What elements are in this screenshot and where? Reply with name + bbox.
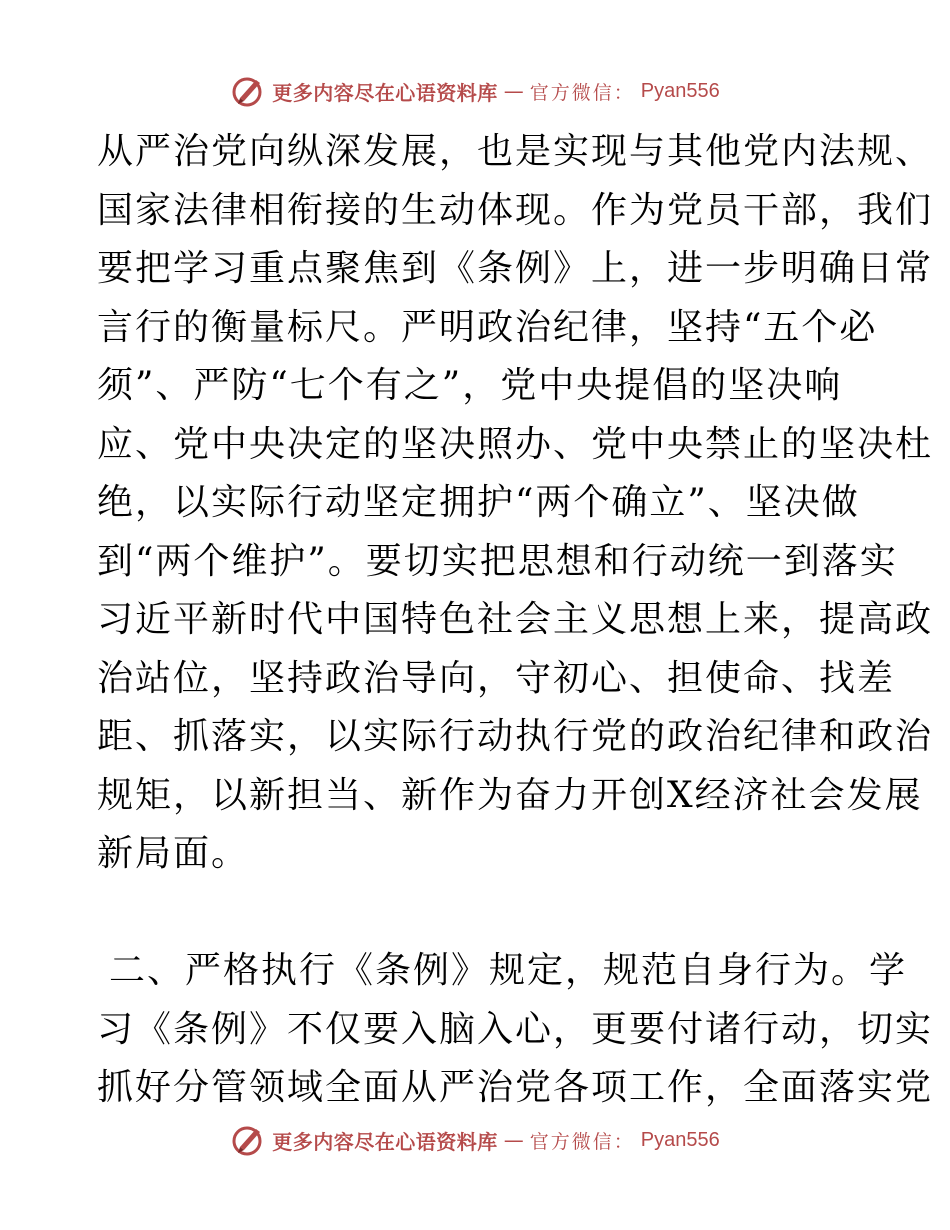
- body-line: 规矩，以新担当、新作为奋力开创X经济社会发展: [97, 774, 923, 816]
- watermark-brand: 更多内容尽在心语资料库: [272, 1129, 498, 1154]
- paragraph-gap: [97, 884, 857, 943]
- pen-logo-icon: [230, 74, 266, 108]
- body-line: 要把学习重点聚焦到《条例》上，进一步明确日常: [97, 248, 934, 289]
- body-line: 习近平新时代中国特色社会主义思想上来，提高政: [97, 599, 934, 640]
- body-line: 应、党中央决定的坚决照办、党中央禁止的坚决杜: [97, 423, 934, 465]
- watermark-brand: 更多内容尽在心语资料库: [272, 80, 498, 105]
- watermark-wechat-label: 官方微信：: [529, 81, 635, 104]
- watermark-wechat-label: 官方微信：: [529, 1130, 635, 1153]
- watermark-wechat-id: Pyan556: [640, 1128, 720, 1151]
- body-line: 新局面。: [97, 833, 250, 874]
- body-line: 治站位，坚持政治导向，守初心、担使命、找差: [97, 657, 896, 699]
- body-line: 绝，以实际行动坚定拥护“两个确立”、坚决做: [97, 482, 860, 523]
- body-line: 须”、严防“七个有之”，党中央提倡的坚决响: [97, 365, 843, 406]
- footer-watermark: [0, 1120, 950, 1160]
- header-watermark: [0, 71, 950, 111]
- section-heading-line: 二、严格执行《条例》规定，规范自身行为。学: [109, 950, 908, 991]
- body-line: 距、抓落实，以实际行动执行党的政治纪律和政治: [97, 716, 934, 757]
- body-line: 习《条例》不仅要入脑入心，更要付诸行动，切实: [97, 1008, 934, 1050]
- document-body: [97, 123, 934, 1118]
- body-line: 国家法律相衔接的生动体现。作为党员干部，我们: [97, 189, 934, 231]
- body-line: 到“两个维护”。要切实把思想和行动统一到落实: [97, 540, 898, 582]
- watermark-dash: —: [503, 79, 524, 103]
- body-line: 抓好分管领域全面从严治党各项工作，全面落实党: [97, 1067, 934, 1108]
- watermark-wechat-id: Pyan556: [640, 79, 720, 102]
- body-line: 言行的衡量标尺。严明政治纪律，坚持“五个必: [97, 306, 878, 348]
- watermark-dash: —: [503, 1128, 524, 1152]
- body-line: 从严治党向纵深发展，也是实现与其他党内法规、: [97, 131, 934, 172]
- pen-logo-icon: [230, 1123, 266, 1157]
